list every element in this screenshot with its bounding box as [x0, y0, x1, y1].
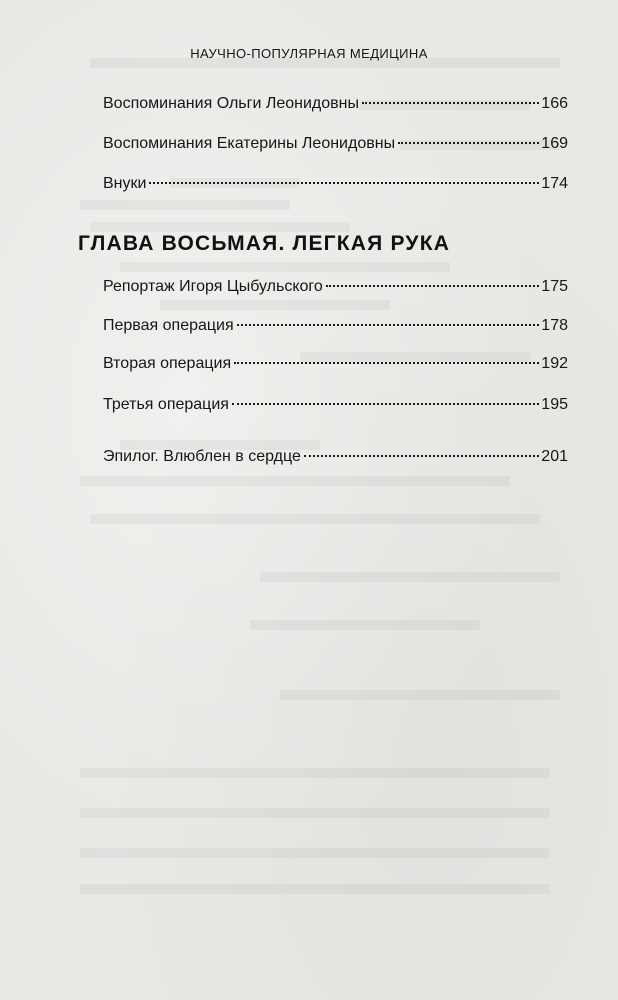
dot-leader: [237, 324, 540, 326]
toc-entry: [103, 277, 568, 297]
dot-leader: [304, 455, 539, 457]
toc-entry-title: Внуки: [103, 175, 147, 192]
toc-entry-page: 201: [541, 448, 568, 465]
toc-entry-title: Первая операция: [103, 317, 234, 334]
toc-entry-page: 195: [541, 396, 568, 413]
toc-entry: [103, 174, 568, 194]
dot-leader: [232, 403, 539, 405]
dot-leader: [398, 142, 539, 144]
toc-entry-title: Репортаж Игоря Цыбульского: [103, 278, 323, 295]
toc-entry-title: Вторая операция: [103, 355, 232, 372]
dot-leader: [149, 182, 539, 184]
toc-entry: [103, 316, 568, 336]
running-head: НАУЧНО-ПОПУЛЯРНАЯ МЕДИЦИНА: [190, 46, 428, 61]
toc-entry-page: 174: [541, 175, 568, 192]
toc-entry-page: 192: [541, 355, 568, 372]
toc-entry-page: 175: [541, 278, 568, 295]
toc-entry-title: Воспоминания Ольги Леонидовны: [103, 95, 359, 112]
toc-entry: [103, 395, 568, 415]
toc-entry-page: 166: [541, 95, 568, 112]
dot-leader: [326, 285, 539, 287]
toc-entry: [103, 94, 568, 114]
toc-entry-title: Третья операция: [103, 396, 229, 413]
dot-leader: [362, 102, 539, 104]
toc-entry-page: 169: [541, 135, 568, 152]
toc-entry-page: 178: [541, 317, 568, 334]
toc-entry-title: Эпилог. Влюблен в сердце: [103, 448, 301, 465]
toc-entry: [103, 354, 568, 374]
chapter-heading: ГЛАВА ВОСЬМАЯ. ЛЕГКАЯ РУКА: [78, 232, 451, 255]
toc-entry: [103, 447, 568, 467]
dot-leader: [234, 362, 539, 364]
toc-entry: [103, 134, 568, 154]
toc-entry-title: Воспоминания Екатерины Леонидовны: [103, 135, 396, 152]
